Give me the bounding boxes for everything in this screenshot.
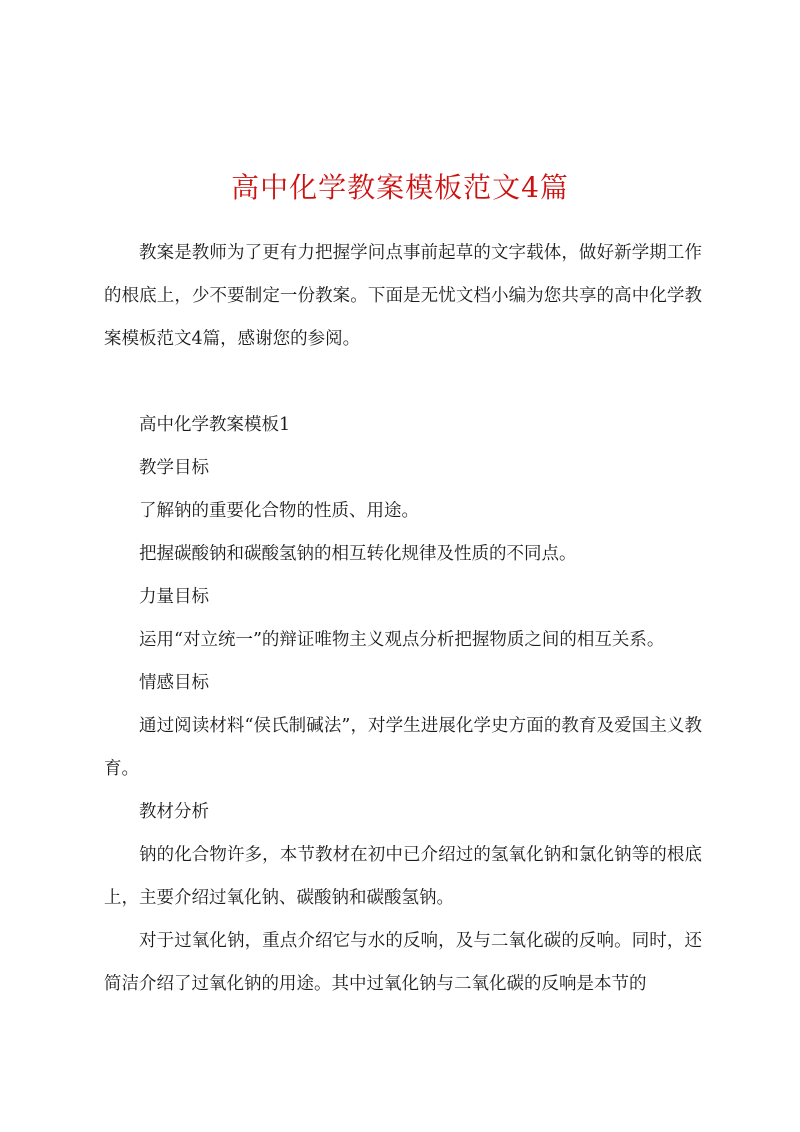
teaching-goal-heading: 教学目标 <box>139 458 209 478</box>
document-title: 高中化学教案模板范文4篇 <box>231 171 569 204</box>
teaching-goal-paragraph-2: 把握碳酸钠和碳酸氢钠的相互转化规律及性质的不同点。 <box>139 544 577 564</box>
emotion-goal-paragraph: 通过阅读材料“侯氏制碱法”，对学生进展化学史方面的教育及爱国主义教育。 <box>104 716 702 779</box>
ability-goal-heading: 力量目标 <box>139 587 209 607</box>
ability-goal-paragraph: 运用“对立统一”的辩证唯物主义观点分析把握物质之间的相互关系。 <box>139 630 665 650</box>
teaching-goal-paragraph-1: 了解钠的重要化合物的性质、用途。 <box>139 501 419 521</box>
material-analysis-heading: 教材分析 <box>139 802 209 822</box>
intro-block <box>104 232 702 361</box>
material-analysis-paragraph-2: 对于过氧化钠，重点介绍它与水的反响，及与二氧化碳的反响。同时，还简洁介绍了过氧化钠的用途。其中过氧化钠与二氧化碳的反响是本节的 <box>104 931 702 994</box>
emotion-goal-heading: 情感目标 <box>139 673 209 693</box>
intro-paragraph: 教案是教师为了更有力把握学问点事前起草的文字载体，做好新学期工作的根底上，少不要制定一份教案。下面是无忧文档小编为您共享的高中化学教案模板范文4篇，感谢您的参阅。 <box>104 243 702 349</box>
section-1 <box>104 404 702 1006</box>
section-heading: 高中化学教案模板1 <box>139 415 291 435</box>
material-analysis-paragraph-1: 钠的化合物许多，本节教材在初中已介绍过的氢氧化钠和氯化钠等的根底上，主要介绍过氧化钠、碳酸钠和碳酸氢钠。 <box>104 845 702 908</box>
